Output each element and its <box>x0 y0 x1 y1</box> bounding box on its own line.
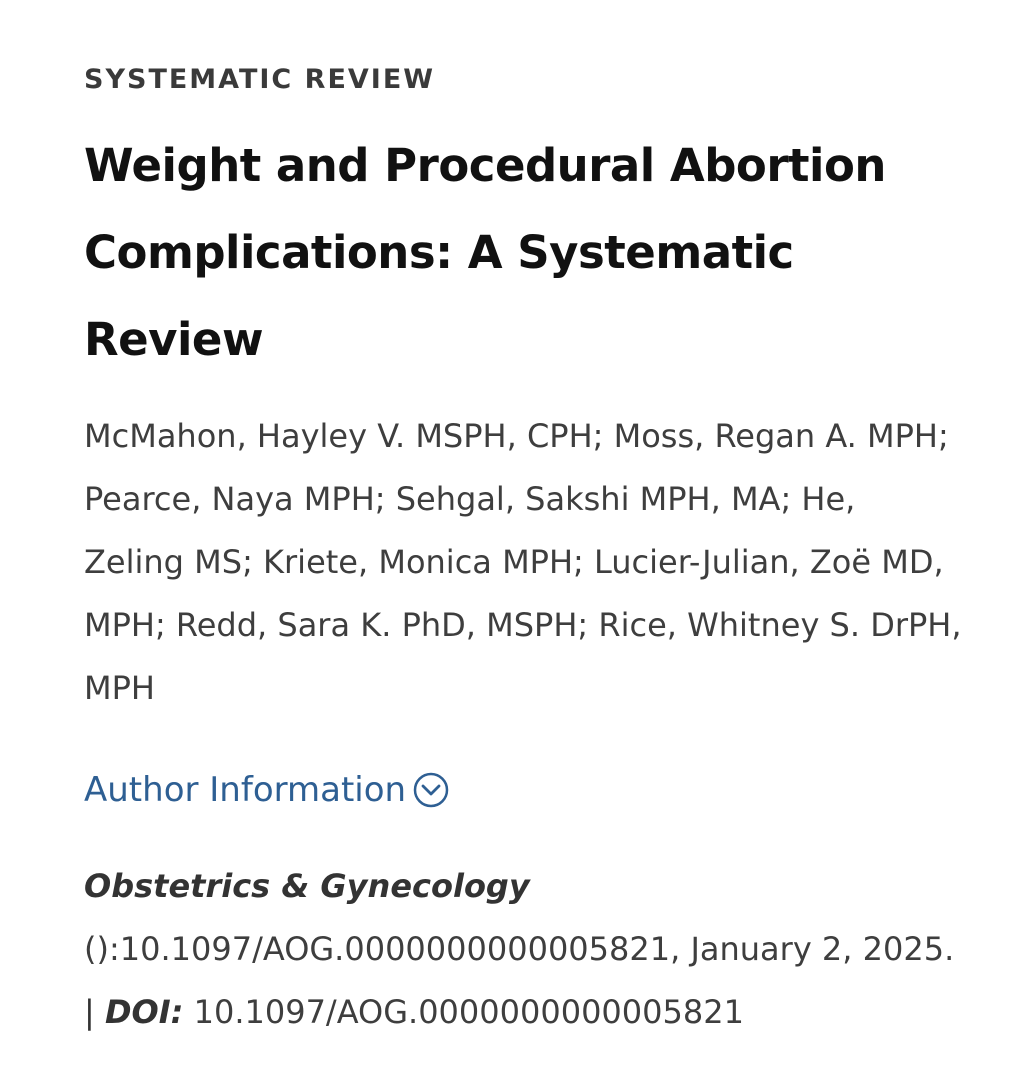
author-information-toggle[interactable] <box>84 765 964 815</box>
article-header <box>84 60 964 1044</box>
doi-value: 10.1097/AOG.0000000000005821 <box>193 993 744 1031</box>
journal-name: Obstetrics & Gynecology <box>84 867 530 905</box>
doi-label: DOI: <box>104 993 184 1031</box>
chevron-down-circle-icon[interactable] <box>412 771 450 809</box>
citation-separator: | <box>84 993 95 1031</box>
section-label: SYSTEMATIC REVIEW <box>84 64 436 95</box>
citation-details: ():10.1097/AOG.0000000000005821, January 2, 2025. <box>84 930 955 968</box>
citation <box>84 855 964 1044</box>
author-list: McMahon, Hayley V. MSPH, CPH; Moss, Regan A. MPH; Pearce, Naya MPH; Sehgal, Sakshi MPH, MA; He, Zeling MS; Kriete, Monica MPH; Lucier-Julian, Zoë MD, MPH; Redd, Sara K. PhD, MSPH; Rice, Whitney S. DrPH, MPH <box>84 417 962 707</box>
author-information-label[interactable]: Author Information <box>84 770 407 810</box>
article-title: Weight and Procedural Abortion Complications: A Systematic Review <box>84 139 886 366</box>
